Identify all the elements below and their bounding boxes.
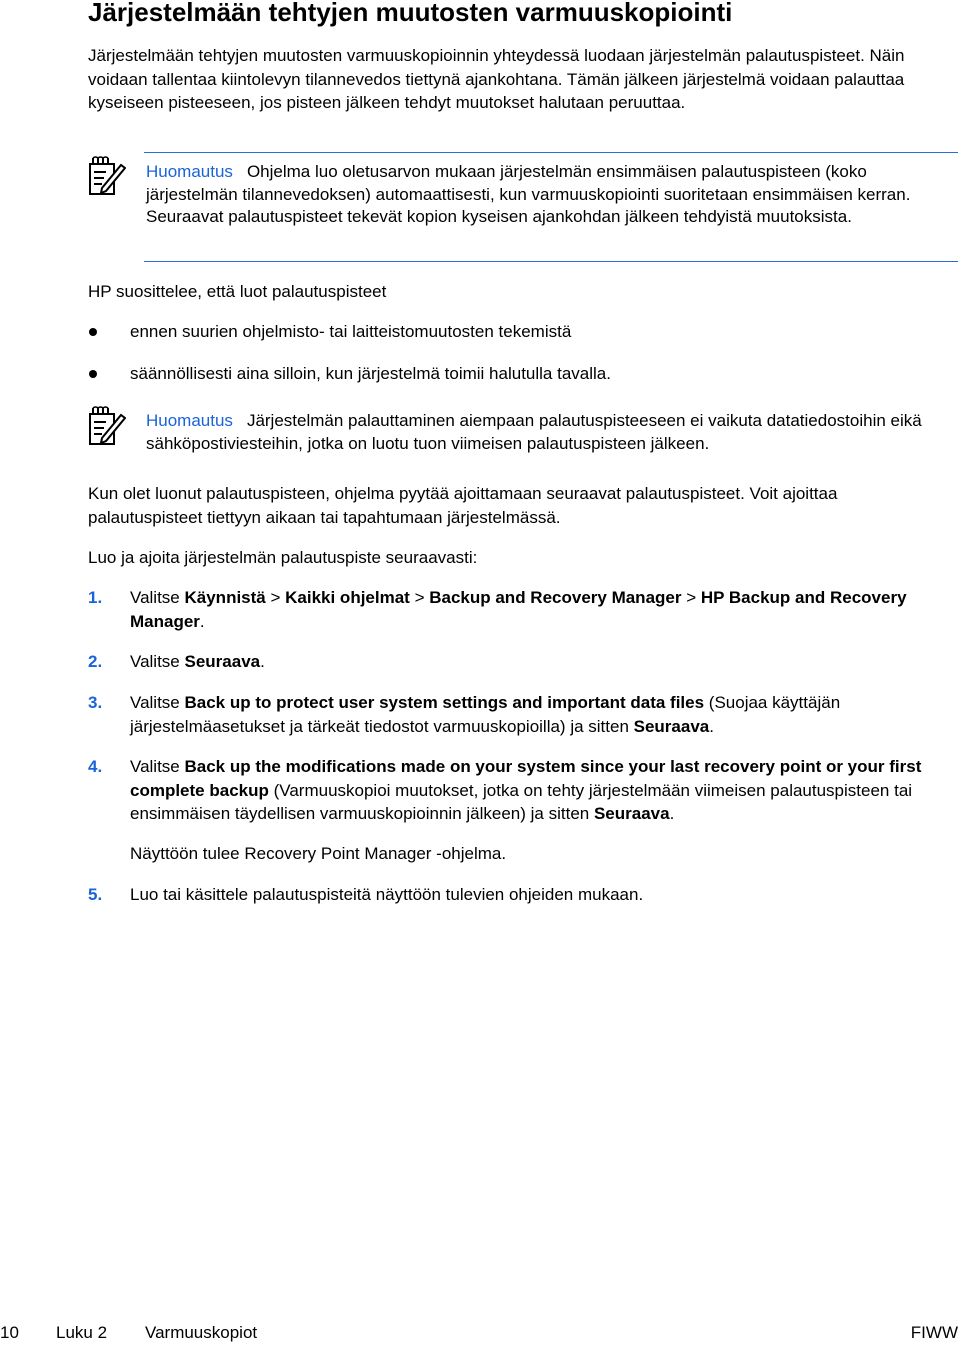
note-pencil-icon: [88, 406, 126, 446]
menu-path-brm: Backup and Recovery Manager: [429, 588, 682, 607]
option-backup-settings: Back up to protect user system settings and important data files: [184, 693, 705, 712]
note-label: Huomautus: [146, 162, 233, 181]
step-3: [88, 691, 956, 739]
schedule-paragraph: Kun olet luonut palautuspisteen, ohjelma pyytää ajoittamaan seuraavat palautuspisteet. Voit ajoittaa palautuspisteet tiettyyn aikaan tai tapahtumaan järjestelmässä.: [88, 484, 838, 527]
bullet-dot: [89, 370, 97, 378]
list-item-text: ennen suurien ohjelmisto- tai laitteistomuutosten tekemistä: [130, 322, 572, 341]
option-backup-modifications: Back up the modifications made on your system since your last recovery point or your first complete backup: [130, 757, 922, 800]
list-item: [88, 362, 956, 385]
step-number: 3.: [88, 693, 103, 712]
step-4-note: Näyttöön tulee Recovery Point Manager -ohjelma.: [130, 844, 507, 863]
step-number: 4.: [88, 757, 103, 776]
footer-chapter: Luku 2: [56, 1323, 108, 1342]
menu-path-hp-brm: HP Backup and Recovery Manager: [130, 588, 907, 631]
step-number: 1.: [88, 588, 103, 607]
menu-path-start: Käynnistä: [184, 588, 266, 607]
note-body: Ohjelma luo oletusarvon mukaan järjestelmän ensimmäisen palautuspisteen (koko järjestelmän tilannevedoksen) automaattisesti, kun varmuuskopiointi suoritetaan ensimmäisen kerran. Seuraavat palautuspisteet tekevät kopion kyseisen ajankohdan jälkeen tehdyistä muutoksista.: [146, 162, 911, 227]
menu-path-all-programs: Kaikki ohjelmat: [285, 588, 410, 607]
note-pencil-icon: [88, 156, 126, 196]
step-4: [88, 755, 956, 827]
note-label: Huomautus: [146, 411, 233, 430]
step-text: Luo tai käsittele palautuspisteitä näyttöön tulevien ohjeiden mukaan.: [130, 885, 644, 904]
footer-code: FIWW: [910, 1323, 958, 1342]
step-5: [88, 883, 956, 907]
note-text: [146, 161, 958, 229]
bullet-dot: [89, 328, 97, 336]
note-top-rule: [144, 152, 958, 153]
page-title: Järjestelmään tehtyjen muutosten varmuuskopiointi: [88, 0, 733, 27]
note-body: Järjestelmän palauttaminen aiempaan palautuspisteeseen ei vaikuta datatiedostoihin eikä sähköpostiviesteihin, jotka on luotu tuon viimeisen palautuspisteen jälkeen.: [146, 411, 922, 453]
steps-intro: Luo ja ajoita järjestelmän palautuspiste seuraavasti:: [88, 548, 478, 567]
note-box: [88, 152, 958, 262]
footer-page-number: 10: [0, 1323, 19, 1342]
recommendation-intro: HP suosittelee, että luot palautuspisteet: [88, 282, 387, 301]
intro-paragraph: Järjestelmään tehtyjen muutosten varmuuskopioinnin yhteydessä luodaan järjestelmän palautuspisteet. Näin voidaan tallentaa kiintolevyn tilannevedos tiettynä ajankohtana. Tämän jälkeen järjestelmä voidaan palauttaa kyseiseen pisteeseen, jos pisteen jälkeen tehdyt muutokset halutaan peruuttaa.: [88, 46, 905, 112]
step-1: [88, 586, 956, 634]
list-item-text: säännöllisesti aina silloin, kun järjestelmä toimii halutulla tavalla.: [130, 364, 611, 383]
step-text: Valitse Seuraava.: [130, 652, 265, 671]
step-number: 2.: [88, 652, 103, 671]
step-text: Valitse Back up the modifications made on your system since your last recovery point or your first complete backup (Varmuuskopioi muutokset, jotka on tehty järjestelmään viimeisen palautuspisteen tai ensimmäisen täydellisen varmuuskopioinnin jälkeen) ja sitten Seuraava.: [130, 757, 922, 823]
note-bottom-rule: [144, 261, 958, 262]
note-text: [146, 410, 960, 455]
option-next: Seuraava: [633, 716, 710, 736]
note-box: [88, 402, 958, 464]
list-item: [88, 320, 956, 343]
option-next: Seuraava: [184, 652, 261, 671]
option-next: Seuraava: [593, 804, 670, 823]
step-2: [88, 650, 956, 674]
step-number: 5.: [88, 885, 103, 904]
footer-chapter-title: Varmuuskopiot: [145, 1323, 258, 1342]
step-text: Valitse Back up to protect user system settings and important data files (Suojaa käyttäjän järjestelmäasetukset ja tärkeät tiedostot varmuuskopioilla) ja sitten Seuraava.: [130, 693, 841, 736]
step-text: Valitse Käynnistä > Kaikki ohjelmat > Backup and Recovery Manager > HP Backup and Recovery Manager.: [130, 588, 907, 631]
